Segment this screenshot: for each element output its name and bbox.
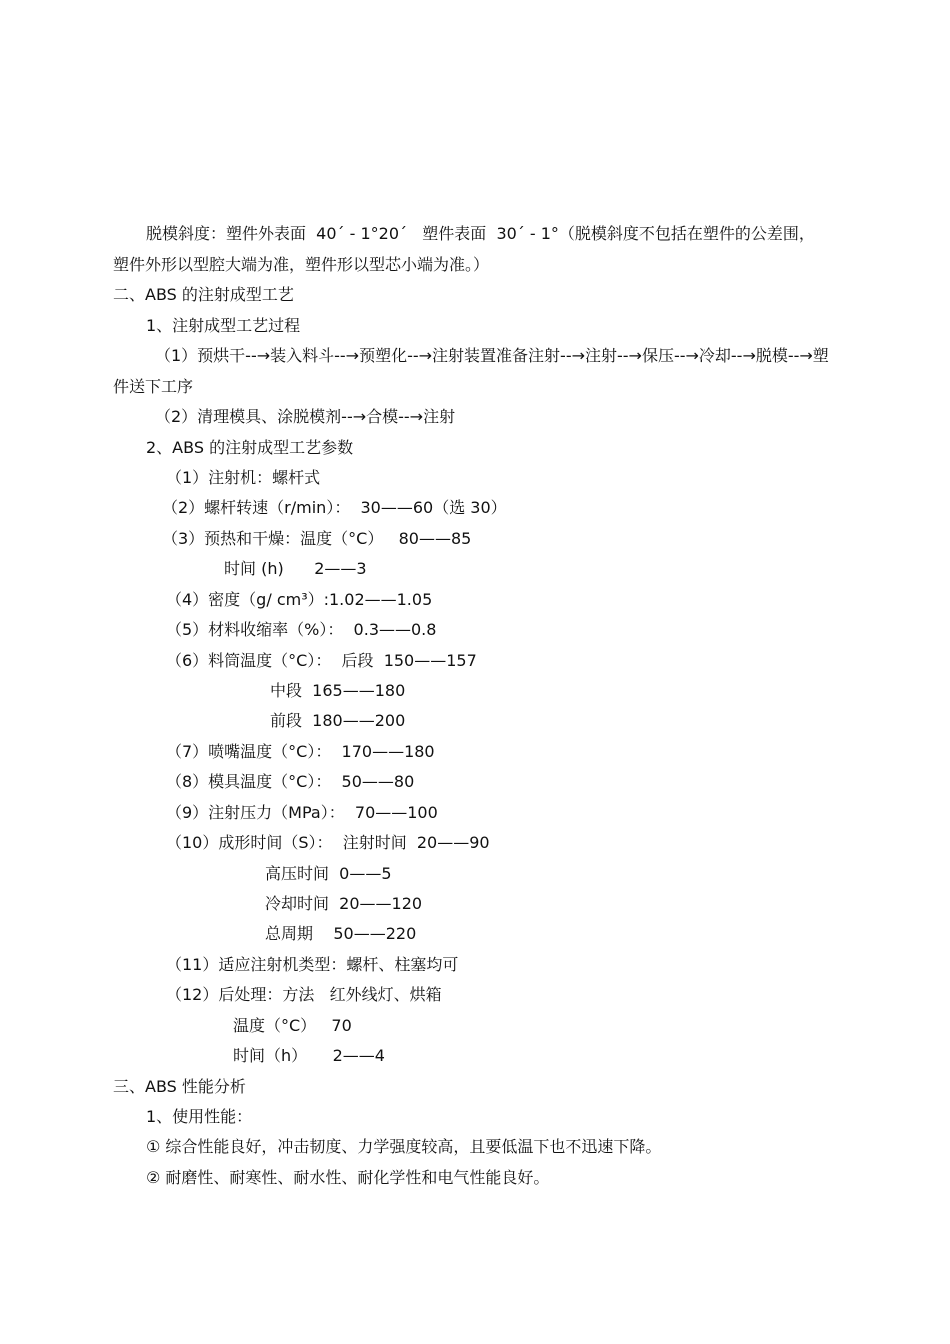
param-post-treatment-method: （12）后处理：方法 红外线灯、烘箱 <box>166 985 442 1004</box>
process-step-2: （2）清理模具、涂脱模剂--→合模--→注射 <box>155 407 456 426</box>
subsection-heading-1: 1、注射成型工艺过程 <box>146 316 301 335</box>
param-density: （4）密度（g/ cm³）:1.02——1.05 <box>166 590 433 609</box>
param-injection-machine: （1）注射机：螺杆式 <box>166 468 321 487</box>
draft-angle-line: 脱模斜度：塑件外表面 40´ - 1°20´ 塑件表面 30´ - 1°（脱模斜度不包括在塑件的公差围， <box>146 224 815 243</box>
param-mold-temp: （8）模具温度（°C）： 50——80 <box>166 772 415 791</box>
subsection-heading-2: 2、ABS 的注射成型工艺参数 <box>146 438 354 457</box>
param-shrinkage: （5）材料收缩率（%）： 0.3——0.8 <box>166 620 437 639</box>
param-preheat-time: 时间 (h) 2——3 <box>224 559 367 578</box>
param-molding-time-cooling: 冷却时间 20——120 <box>265 894 423 913</box>
param-barrel-temp-middle: 中段 165——180 <box>270 681 406 700</box>
draft-angle-line-cont: 塑件外形以型腔大端为准，塑件形以型芯小端为准。） <box>113 255 490 274</box>
param-machine-type: （11）适应注射机类型：螺杆、柱塞均可 <box>166 955 459 974</box>
param-injection-pressure: （9）注射压力（MPa）： 70——100 <box>166 803 438 822</box>
property-item-2: ② 耐磨性、耐寒性、耐水性、耐化学性和电气性能良好。 <box>146 1168 550 1187</box>
param-nozzle-temp: （7）喷嘴温度（°C）： 170——180 <box>166 742 435 761</box>
param-post-treatment-temp: 温度（°C） 70 <box>233 1016 352 1035</box>
process-step-1-cont: 件送下工序 <box>113 377 194 396</box>
param-molding-time-injection: （10）成形时间（S）： 注射时间 20——90 <box>166 833 490 852</box>
subsection-heading-use: 1、使用性能： <box>146 1107 253 1126</box>
param-barrel-temp-rear: （6）料筒温度（°C）： 后段 150——157 <box>166 651 477 670</box>
param-screw-speed: （2）螺杆转速（r/min）： 30——60（选 30） <box>162 498 507 517</box>
param-molding-time-hold: 高压时间 0——5 <box>265 864 392 883</box>
section-heading-2: 二、ABS 的注射成型工艺 <box>113 285 294 304</box>
param-post-treatment-time: 时间（h） 2——4 <box>233 1046 385 1065</box>
param-preheat-temp: （3）预热和干燥：温度（°C） 80——85 <box>162 529 472 548</box>
process-step-1: （1）预烘干--→装入料斗--→预塑化--→注射装置准备注射--→注射--→保压--→冷却--→脱模--→塑 <box>155 346 829 365</box>
param-molding-time-total: 总周期 50——220 <box>265 924 417 943</box>
property-item-1: ① 综合性能良好，冲击韧度、力学强度较高，且要低温下也不迅速下降。 <box>146 1137 662 1156</box>
param-barrel-temp-front: 前段 180——200 <box>270 711 406 730</box>
section-heading-3: 三、ABS 性能分析 <box>113 1077 246 1096</box>
